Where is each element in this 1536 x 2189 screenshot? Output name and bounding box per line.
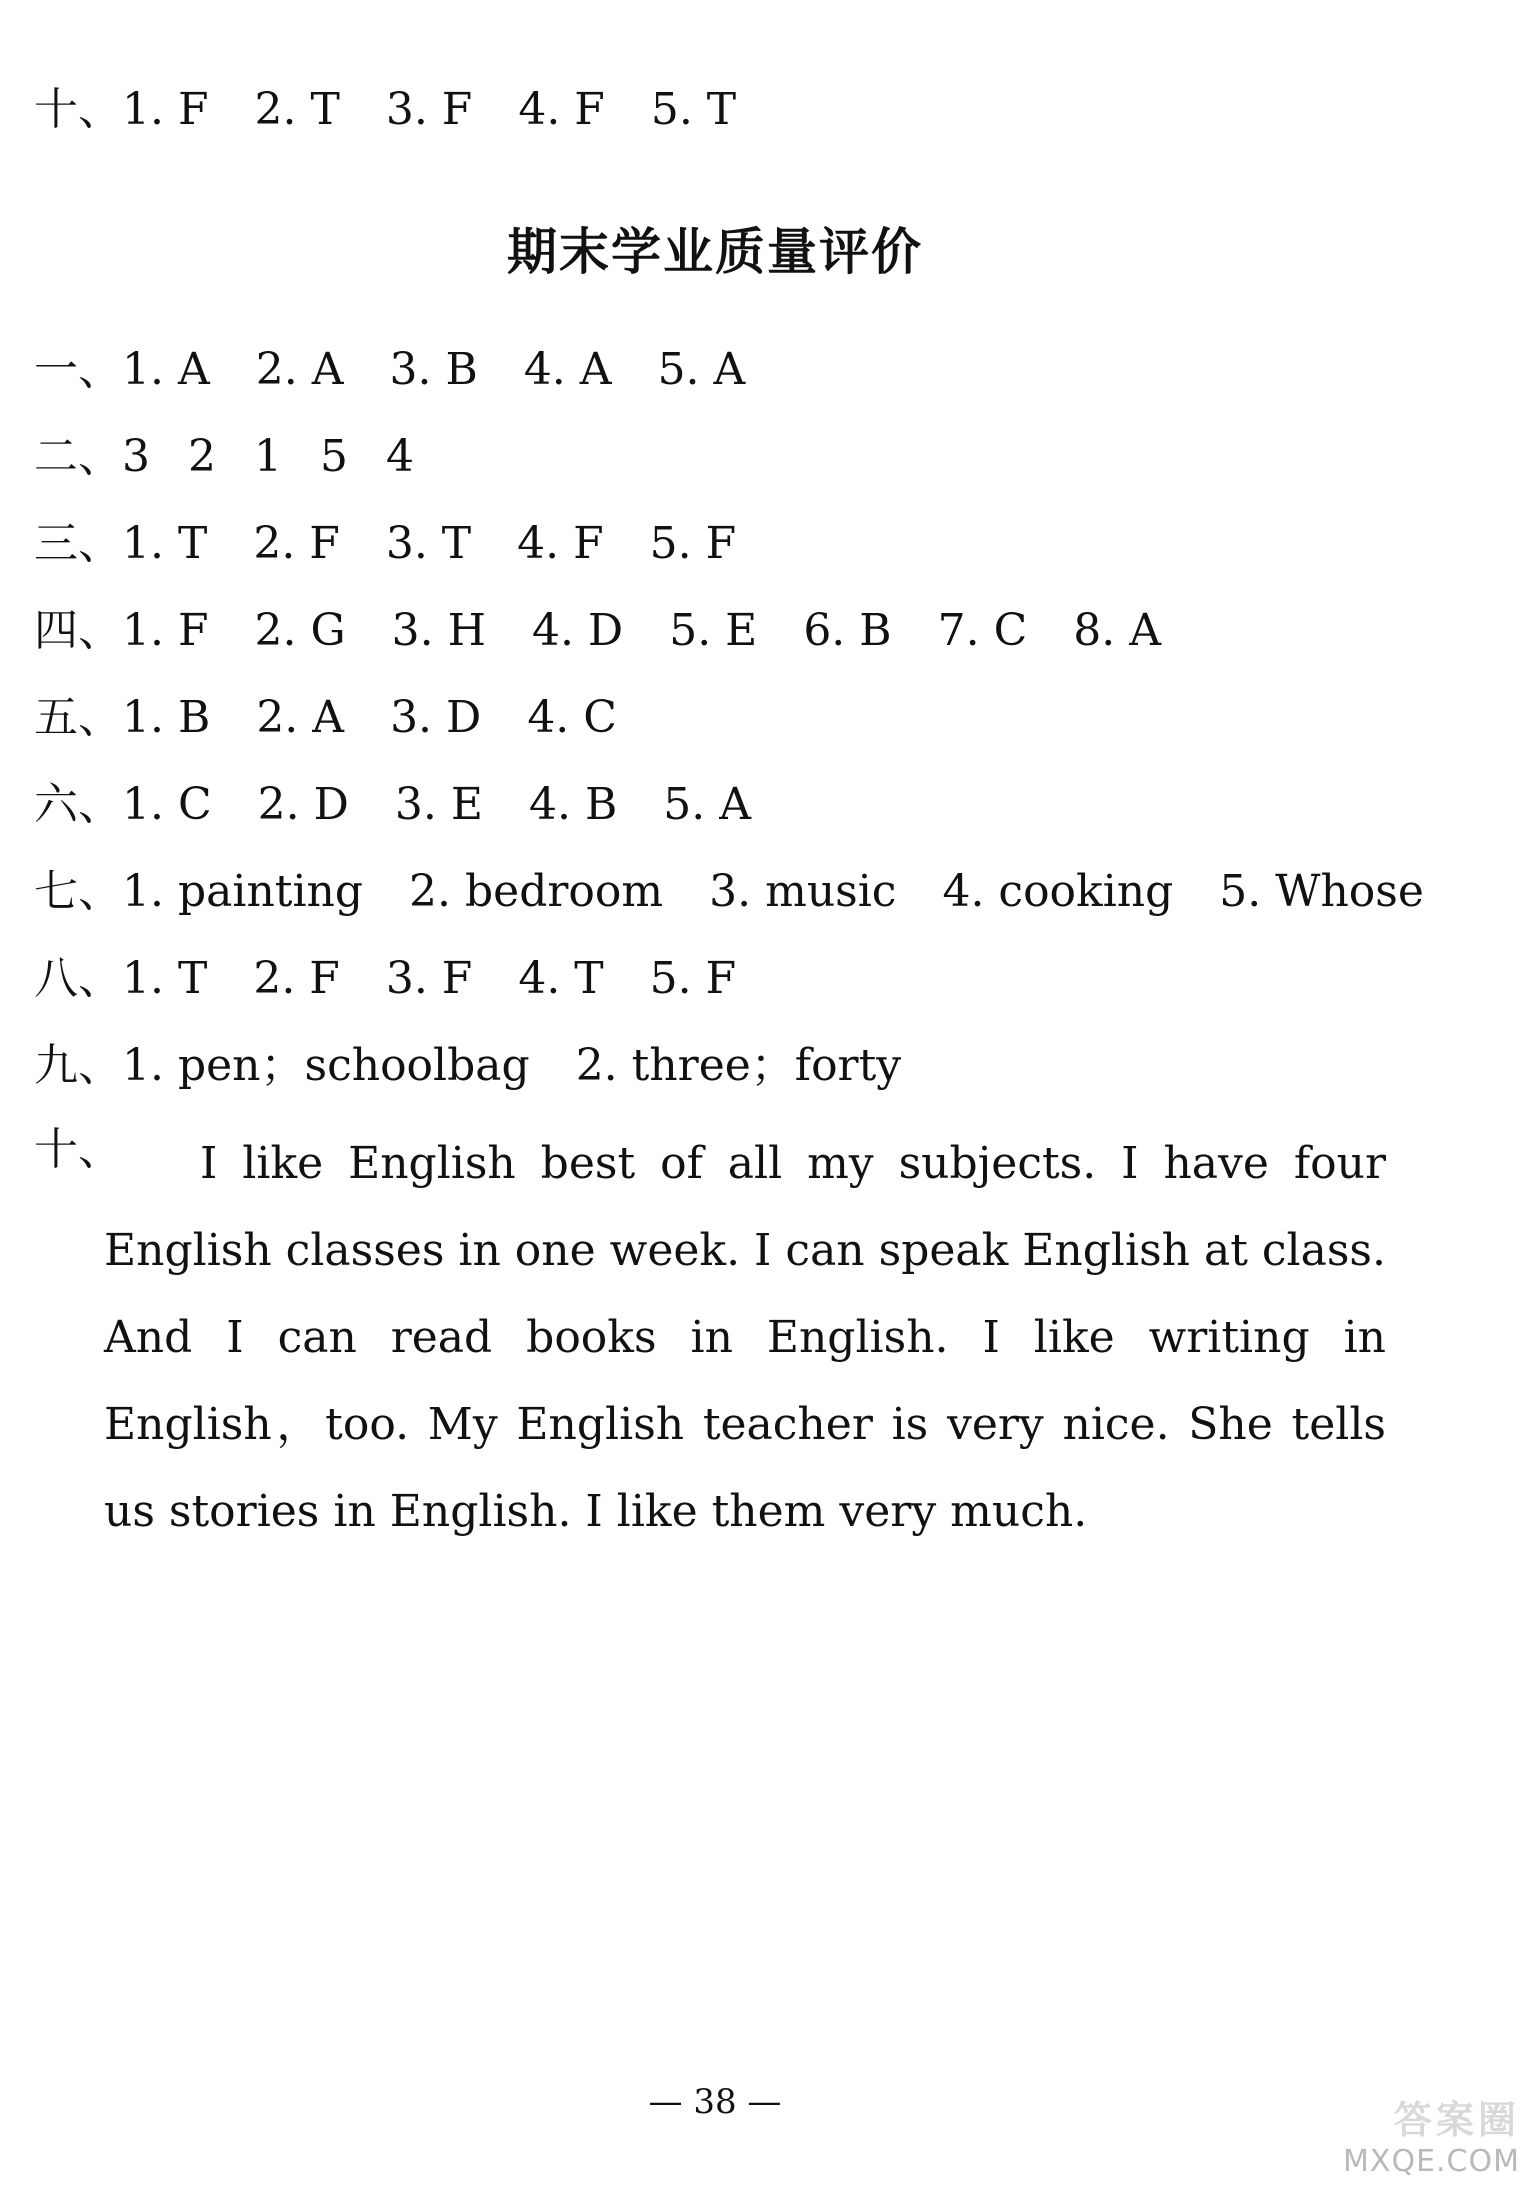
answer-item: 2. A bbox=[255, 344, 344, 395]
row-label: 三、 bbox=[34, 518, 122, 569]
row-label: 五、 bbox=[34, 692, 122, 743]
answer-item: 3. F bbox=[385, 84, 473, 135]
answer-item: 4. C bbox=[527, 692, 617, 743]
row-label: 二、 bbox=[34, 431, 122, 482]
answer-item: 5. F bbox=[649, 953, 737, 1004]
answer-item: 4. T bbox=[518, 953, 604, 1004]
answer-item: 1. painting bbox=[122, 866, 364, 917]
answer-item: 1. A bbox=[122, 344, 210, 395]
answer-row-2 bbox=[34, 427, 452, 487]
answer-item: 1. T bbox=[122, 953, 208, 1004]
answer-item: 2. D bbox=[257, 779, 349, 830]
answer-item: 1. F bbox=[122, 605, 209, 656]
answer-item: 1. C bbox=[122, 779, 212, 830]
essay-label: 十、 bbox=[34, 1124, 122, 1175]
answer-item: 5. F bbox=[649, 518, 737, 569]
answer-item: 4. cooking bbox=[942, 866, 1174, 917]
answer-item: 2. bedroom bbox=[409, 866, 664, 917]
answer-item: 5. E bbox=[669, 605, 758, 656]
page-number: — 38 — bbox=[648, 2082, 782, 2122]
answer-item: 4. F bbox=[517, 518, 604, 569]
answer-item: 5. A bbox=[657, 344, 746, 395]
answer-item: 2. T bbox=[254, 84, 340, 135]
answer-item: 1. T bbox=[122, 518, 208, 569]
watermark bbox=[1343, 2089, 1520, 2179]
answer-item: 3. E bbox=[394, 779, 483, 830]
section-title: 期末学业质量评价 bbox=[507, 223, 923, 281]
answer-item: 2. G bbox=[254, 605, 346, 656]
answer-item: 4. F bbox=[518, 84, 605, 135]
essay-paragraph: I like English best of all my subjects. I have four English classes in one week. I can speak English at class. And I can read books in English. I like writing in English，too. My English teacher is very nice. She tells us stories in English. I like them very much. bbox=[104, 1138, 1386, 1537]
answer-item: 5. T bbox=[650, 84, 737, 135]
answer-row-1 bbox=[34, 340, 791, 400]
answer-item: 4. B bbox=[528, 779, 618, 830]
top-answer-row bbox=[34, 80, 782, 140]
answer-item: 7. C bbox=[937, 605, 1028, 656]
answer-item: 3. T bbox=[385, 518, 472, 569]
answer-item: 5 bbox=[320, 431, 348, 482]
answer-item: 3. music bbox=[709, 866, 897, 917]
answer-item: 1. pen；schoolbag bbox=[122, 1040, 530, 1091]
answer-item: 2. F bbox=[253, 518, 340, 569]
answer-row-6 bbox=[34, 775, 797, 835]
answer-item: 4 bbox=[386, 431, 414, 482]
answer-row-5 bbox=[34, 688, 663, 748]
answer-item: 1. F bbox=[122, 84, 209, 135]
answer-row-4 bbox=[34, 601, 1207, 661]
answer-item: 5. A bbox=[663, 779, 752, 830]
answer-row-7 bbox=[34, 862, 1470, 922]
answer-item: 2. A bbox=[256, 692, 345, 743]
answer-row-8 bbox=[34, 949, 782, 1009]
answer-item: 3. B bbox=[389, 344, 478, 395]
answer-item: 5. Whose bbox=[1219, 866, 1424, 917]
answer-item: 3. D bbox=[390, 692, 482, 743]
answer-item: 4. A bbox=[523, 344, 612, 395]
row-label: 九、 bbox=[34, 1040, 122, 1091]
row-label: 七、 bbox=[34, 866, 122, 917]
answer-item: 1 bbox=[254, 431, 282, 482]
answer-item: 2. F bbox=[253, 953, 340, 1004]
row-label: 八、 bbox=[34, 953, 122, 1004]
answer-row-9 bbox=[34, 1036, 947, 1096]
watermark-url: MXQE.COM bbox=[1343, 2144, 1520, 2179]
answer-item: 3 bbox=[122, 431, 150, 482]
answer-item: 2 bbox=[188, 431, 216, 482]
answer-item: 3. F bbox=[385, 953, 473, 1004]
row-label: 四、 bbox=[34, 605, 122, 656]
answer-item: 3. H bbox=[391, 605, 486, 656]
answer-item: 4. D bbox=[531, 605, 624, 656]
watermark-logo: 答案圈 bbox=[1393, 2098, 1520, 2142]
row-label: 一、 bbox=[34, 344, 122, 395]
answer-item: 2. three；forty bbox=[575, 1040, 902, 1091]
row-label: 六、 bbox=[34, 779, 122, 830]
answer-row-3 bbox=[34, 514, 782, 574]
row-label: 十、 bbox=[34, 84, 122, 135]
answer-item: 1. B bbox=[122, 692, 211, 743]
answer-item: 6. B bbox=[803, 605, 892, 656]
answer-item: 8. A bbox=[1073, 605, 1162, 656]
